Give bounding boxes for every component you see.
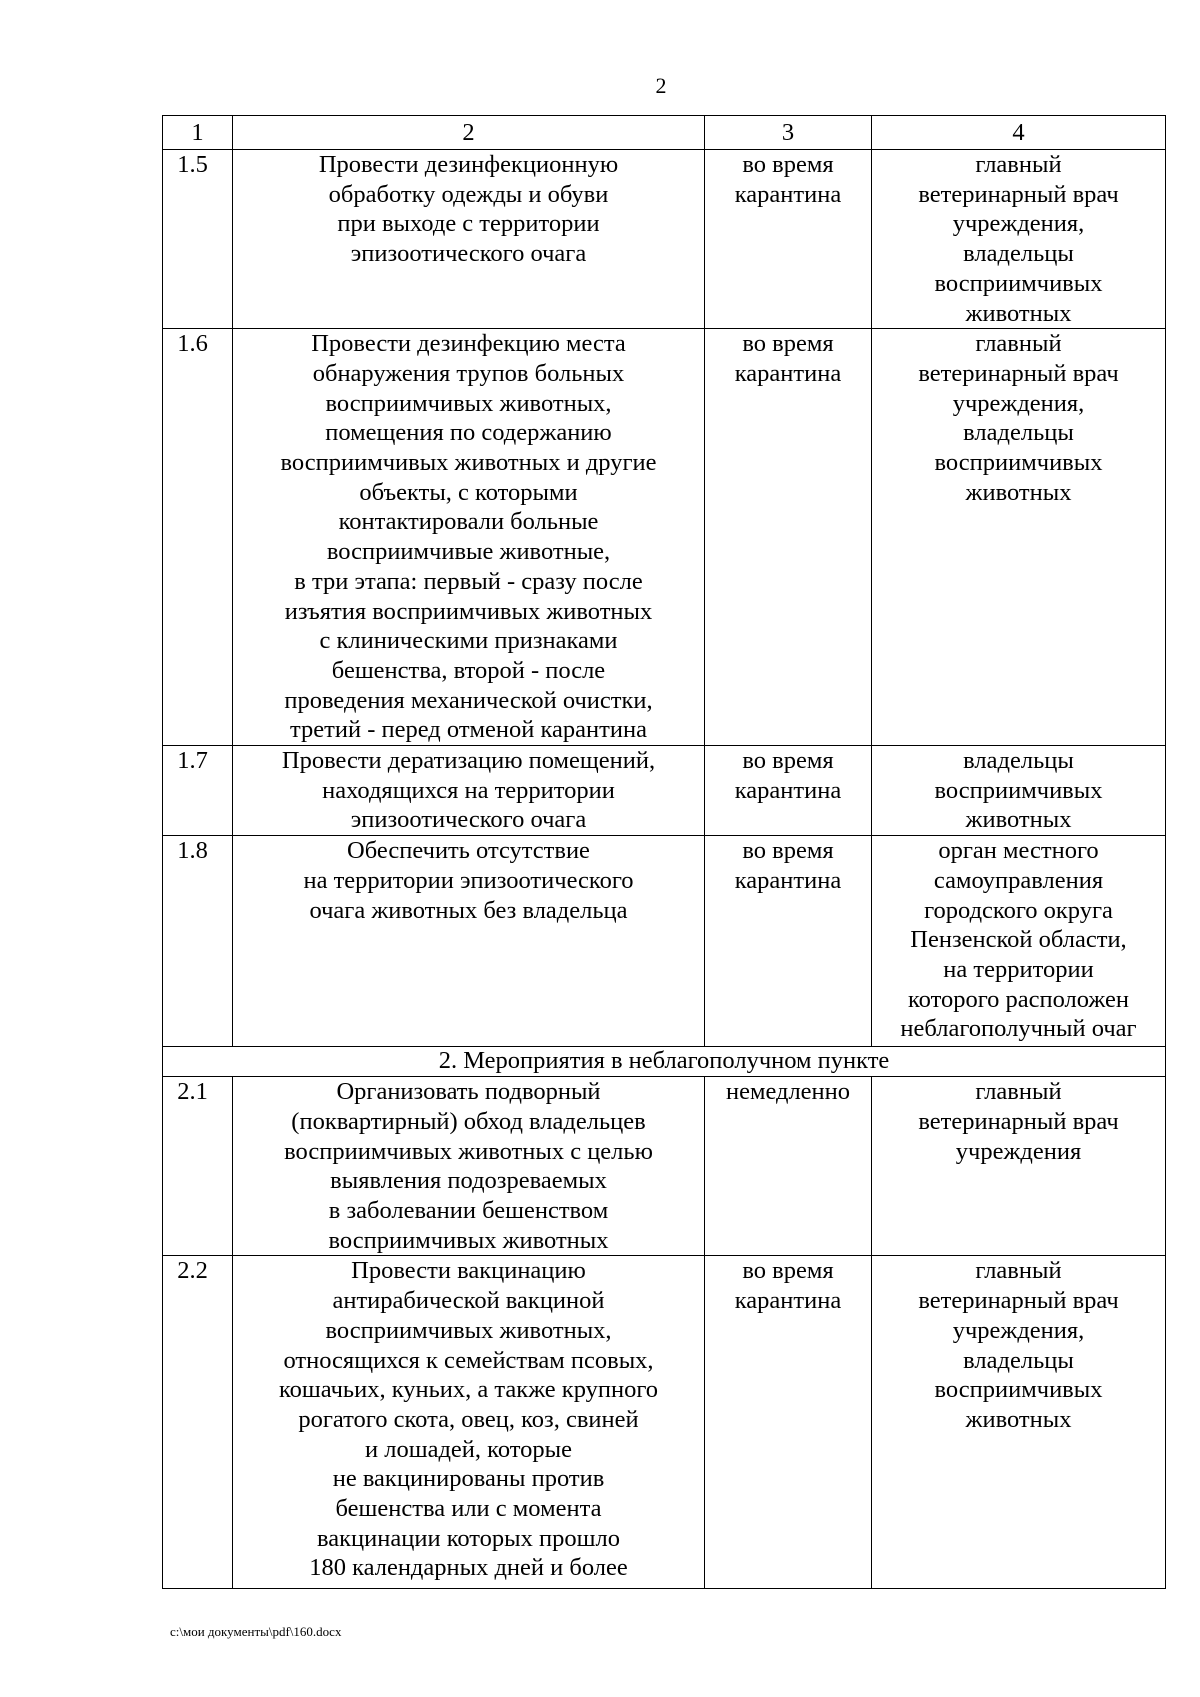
measure-text: Организовать подворный (поквартирный) обход владельцев восприимчивых животных с целью выявления подозреваемых в заболевании бешенством восприимчивых животных xyxy=(233,1077,705,1256)
column-header: 2 xyxy=(233,116,705,150)
responsible-text: главный ветеринарный врач учреждения, владельцы восприимчивых животных xyxy=(872,329,1166,746)
responsible-text: владельцы восприимчивых животных xyxy=(872,746,1166,836)
term-text: во время карантина xyxy=(705,746,872,836)
table-row xyxy=(163,746,1166,836)
measure-text: Обеспечить отсутствие на территории эпизоотического очага животных без владельца xyxy=(233,836,705,1047)
term-text: во время карантина xyxy=(705,329,872,746)
row-number: 1.5 xyxy=(163,150,233,329)
column-header: 4 xyxy=(872,116,1166,150)
row-number: 2.2 xyxy=(163,1256,233,1589)
term-text: во время карантина xyxy=(705,836,872,1047)
section-title: 2. Мероприятия в неблагополучном пункте xyxy=(163,1047,1166,1077)
table-row xyxy=(163,1077,1166,1256)
row-number: 1.6 xyxy=(163,329,233,746)
row-number: 2.1 xyxy=(163,1077,233,1256)
measure-text: Провести дезинфекционную обработку одежды и обуви при выходе с территории эпизоотического очага xyxy=(233,150,705,329)
table-row xyxy=(163,836,1166,1047)
footer-file-path: c:\мои документы\pdf\160.docx xyxy=(170,1624,342,1639)
table-row xyxy=(163,1256,1166,1589)
section-header-row xyxy=(163,1047,1166,1077)
table-row xyxy=(163,150,1166,329)
table-header-row xyxy=(163,116,1166,150)
row-number: 1.7 xyxy=(163,746,233,836)
responsible-text: главный ветеринарный врач учреждения xyxy=(872,1077,1166,1256)
term-text: немедленно xyxy=(705,1077,872,1256)
responsible-text: главный ветеринарный врач учреждения, владельцы восприимчивых животных xyxy=(872,150,1166,329)
measure-text: Провести вакцинацию антирабической вакциной восприимчивых животных, относящихся к семействам псовых, кошачьих, куньих, а также крупного рогатого скота, овец, коз, свиней и лошадей, которые не вакцинированы против бешенства или с момента вакцинации которых прошло 180 календарных дней и более xyxy=(233,1256,705,1589)
term-text: во время карантина xyxy=(705,150,872,329)
term-text: во время карантина xyxy=(705,1256,872,1589)
responsible-text: главный ветеринарный врач учреждения, владельцы восприимчивых животных xyxy=(872,1256,1166,1589)
measures-table xyxy=(162,115,1166,1589)
page-number: 2 xyxy=(655,73,667,98)
measure-text: Провести дезинфекцию места обнаружения трупов больных восприимчивых животных, помещения по содержанию восприимчивых животных и другие объекты, с которыми контактировали больные восприимчивые животные, в три этапа: первый - сразу после изъятия восприимчивых животных с клиническими признаками бешенства, второй - после проведения механической очистки, третий - перед отменой карантина xyxy=(233,329,705,746)
row-number: 1.8 xyxy=(163,836,233,1047)
responsible-text: орган местного самоуправления городского округа Пензенской области, на территории которого расположен неблагополучный очаг xyxy=(872,836,1166,1047)
column-header: 1 xyxy=(163,116,233,150)
measure-text: Провести дератизацию помещений, находящихся на территории эпизоотического очага xyxy=(233,746,705,836)
table-row xyxy=(163,329,1166,746)
column-header: 3 xyxy=(705,116,872,150)
